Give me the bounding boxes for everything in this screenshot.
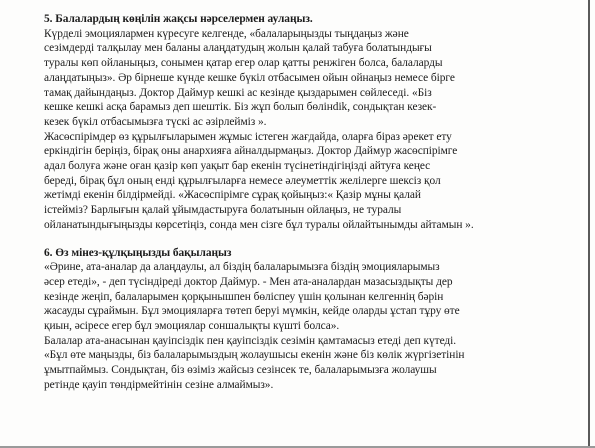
text-line: әсер етеді», - деп түсіндіреді доктор Даймур. - Мен ата-аналардан мазасыздықты дер xyxy=(44,275,453,288)
text-line: жасауды сұраймын. Бұл эмоцияларға төтеп беруі мүмкін, кейде оларды ұстап тұру өте xyxy=(44,305,460,318)
text-line: еркіндігін беріңіз, бірақ оны анархияға айналдырмаңыз. Доктор Даймур жасөспірімге xyxy=(44,145,458,158)
text-line: істейміз? Барлығын қалай ұйымдастыруға болатынын ойлаңыз, не туралы xyxy=(44,204,402,217)
text-line: сезімдерді талқылау мен баланы алаңдатудың жолын қалай табуға болатындығы xyxy=(44,42,432,55)
text-line: береді, бірақ бұл оның енді құрылғыларға немесе әлеуметтік желілерге шексіз қол xyxy=(44,174,441,187)
section-5-paragraph xyxy=(44,27,584,233)
section-5-heading: 5. Балалардың көңілін жақсы нәрселермен аулаңыз. xyxy=(44,13,313,25)
text-line: ұмытпаймыз. Сондықтан, біз өзіміз жайсыз сезінсек те, балаларымызға жолаушы xyxy=(44,364,437,377)
text-line: алаңдатыңыз». Әр бірнеше күнде кешке бүкіл отбасымен ойын ойнаңыз немесе бірге xyxy=(44,71,455,84)
text-line: «Әрине, ата-аналар да алаңдаулы, ал біздің балаларымызға біздің эмоцияларымыз xyxy=(44,261,440,274)
text-line: жетімді екенін білдірмейді. «Жасөспірімге сұрақ қойыңыз:« Қазір мұны қалай xyxy=(44,189,421,202)
text-line: «Бұл өте маңызды, біз балаларымыздың жолаушысы екенін және біз көлік жүргізетінін xyxy=(44,349,465,362)
text-line: қиын, әсіресе егер бұл эмоциялар соншалықты күшті болса». xyxy=(44,320,340,333)
page-edge-right xyxy=(588,0,590,448)
text-line: туралы көп ойланыңыз, сонымен қатар егер олар қатты ренжіген болса, балаларды xyxy=(44,57,443,70)
text-line: ретінде қауіп төндірмейтінін сезіне алмаймыз». xyxy=(44,378,274,391)
section-gap xyxy=(44,233,584,246)
text-line: кешке кешкі асқа барамыз деп шештік. Біз жұп болып бөлінdik, сондықтан кезек- xyxy=(44,101,437,114)
section-6-paragraph xyxy=(44,260,584,392)
text-line: кезінде жеңіп, балаларымен қорқынышпен бөліспеу үшін қолынан келгеннің бәрін xyxy=(44,290,444,303)
text-line: кезек бүкіл отбасымызға түскі ас әзірлейміз ». xyxy=(44,115,267,128)
text-line: Балалар ата-анасынан қауіпсіздік пен қауіпсіздік сезімін қамтамасыз етеді деп күтеді. xyxy=(44,334,457,347)
text-line: Жасөспірімдер өз құрылғыларымен жұмыс істеген жағдайда, оларға біраз әрекет ету xyxy=(44,130,452,143)
document-body xyxy=(44,12,584,393)
text-line: Күрделі эмоциялармен күресуге келгенде, «балаларыңызды тыңдаңыз және xyxy=(44,27,409,40)
text-line: тамақ дайындаңыз. Доктор Даймур кешкі ас кезінде қыздарымен сөйлеседі. «Біз xyxy=(44,86,432,99)
text-line: ойланатындығыңызды көрсетіңіз, сонда мен сізге бұл туралы ойлайтынымды айтамын ». xyxy=(44,218,474,231)
text-line: адал болуға және оған қазір көп уақыт бар екенін түсінетіндігіңізді айтуға кеңес xyxy=(44,160,431,173)
section-6-heading: 6. Өз мінез-құлқыңызды бақылаңыз xyxy=(44,246,232,259)
